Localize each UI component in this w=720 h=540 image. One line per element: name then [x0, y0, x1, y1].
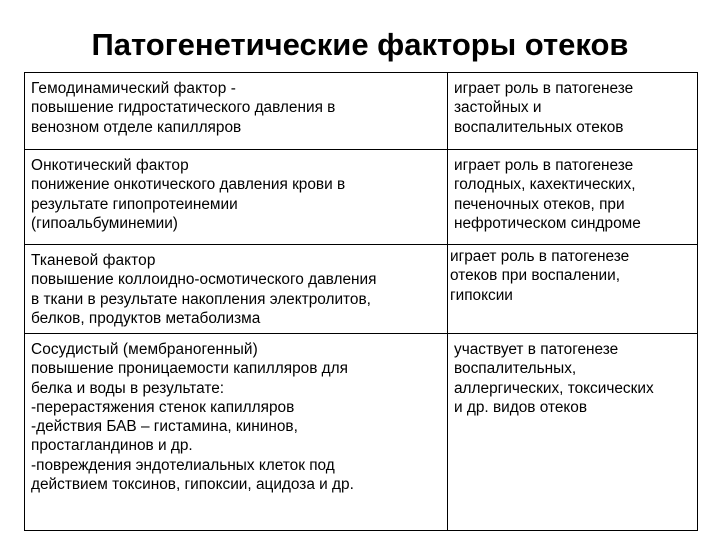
factors-table: [24, 72, 698, 531]
factor-description-line: -повреждения эндотелиальных клеток под: [31, 456, 335, 474]
factor-name: Онкотический фактор: [31, 157, 189, 174]
table-row: [25, 245, 698, 334]
table-row: [25, 334, 698, 531]
factor-cell-hemodynamic: [25, 73, 448, 150]
role-line: нефротическом синдроме: [454, 214, 641, 232]
factor-cell-vascular: [25, 334, 448, 531]
factor-description-line: понижение онкотического давления крови в: [31, 176, 346, 194]
role-line: застойных и: [454, 99, 542, 117]
factor-description-line: простагландинов и др.: [31, 437, 193, 455]
role-cell-vascular: [448, 334, 698, 531]
factor-description-line: (гипоальбуминемии): [31, 214, 178, 232]
factor-cell-tissue: [25, 245, 448, 334]
page-title: Патогенетические факторы отеков: [91, 27, 629, 62]
role-line: гипоксии: [450, 286, 513, 304]
role-line: аллергических, токсических: [454, 379, 654, 397]
factor-description-line: -перерастяжения стенок капилляров: [31, 398, 295, 416]
factor-description-line: повышение коллоидно-осмотического давления: [31, 271, 377, 289]
factor-description-line: -действия БАВ – гистамина, кининов,: [31, 418, 298, 436]
role-line: голодных, кахектических,: [454, 176, 636, 194]
role-line: печеночных отеков, при: [454, 195, 625, 213]
factor-cell-oncotic: [25, 150, 448, 245]
role-cell-hemodynamic: [448, 73, 698, 150]
role-line: участвует в патогенезе: [454, 341, 619, 358]
factor-description-line: в ткани в результате накопления электролитов,: [31, 290, 371, 308]
role-line: играет роль в патогенезе: [454, 157, 634, 174]
table-row: [25, 73, 698, 150]
factor-description-line: действием токсинов, гипоксии, ацидоза и др.: [31, 476, 354, 494]
role-line: играет роль в патогенезе: [450, 248, 630, 265]
role-line: играет роль в патогенезе: [454, 80, 634, 97]
factor-description-line: венозном отделе капилляров: [31, 118, 242, 136]
role-cell-tissue: [448, 245, 698, 334]
factor-name: Гемодинамический фактор -: [31, 80, 236, 97]
factor-description-line: результате гипопротеинемии: [31, 195, 238, 213]
role-line: воспалительных отеков: [454, 118, 624, 136]
role-cell-oncotic: [448, 150, 698, 245]
factor-description-line: белка и воды в результате:: [31, 379, 225, 397]
factor-description-line: повышение гидростатического давления в: [31, 99, 336, 117]
factor-description-line: белков, продуктов метаболизма: [31, 309, 261, 327]
factor-name: Сосудистый (мембраногенный): [31, 341, 258, 358]
role-line: воспалительных,: [454, 360, 577, 378]
factor-name: Тканевой фактор: [31, 252, 156, 269]
role-line: отеков при воспалении,: [450, 267, 621, 285]
factor-description-line: повышение проницаемости капилляров для: [31, 360, 348, 378]
role-line: и др. видов отеков: [454, 398, 588, 416]
table-row: [25, 150, 698, 245]
